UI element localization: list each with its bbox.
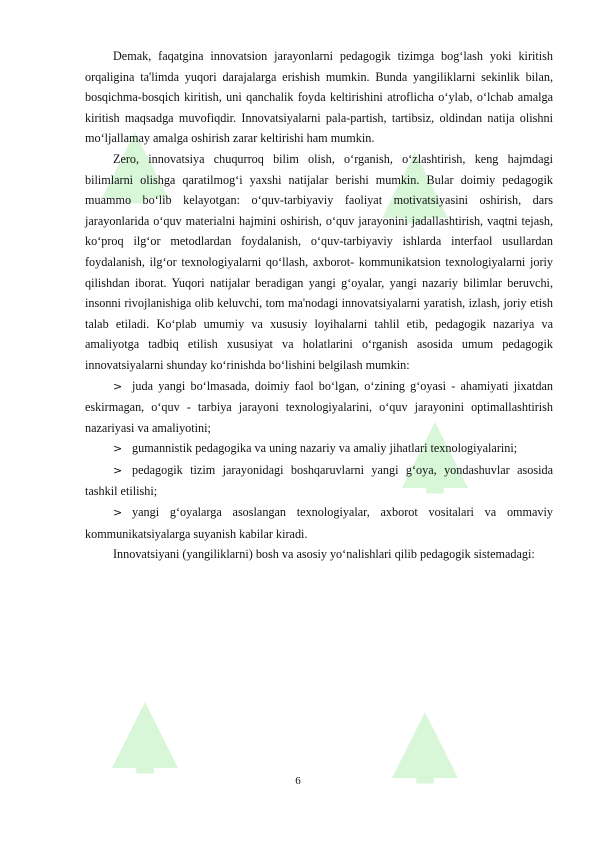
document-body <box>85 46 553 565</box>
bullet-marker: > <box>113 442 123 456</box>
paragraph: Demak, faqatgina innovatsion jarayonlarni pedagogik tizimga bog‘lash yoki kiritish orqaligina ta'limda yuqori darajalarga erishish mumkin. Bunda yangiliklarni sekinlik bilan, bosqichma-bosqich kiritish, uni qanchalik foyda keltirishini atroflicha o‘ylab, o‘lchab amalga kiritish maqsadga muvofiqdir. Innovatsiyalarni pala-partish, tartibsiz, oldindan natija olishni mo‘ljallamay amalga oshirish zarar keltirishi ham mumkin. <box>85 49 553 146</box>
bullet-text: gumannistik pedagogika va uning nazariy va amaliy jihatlari texnologiyalarini; <box>132 441 518 456</box>
watermark-logo-icon <box>90 680 200 790</box>
bullet-marker: > <box>113 379 123 393</box>
bullet-marker: > <box>113 463 123 477</box>
bullet-text: juda yangi bo‘lmasada, doimiy faol bo‘lgan, o‘zining g‘oyasi - ahamiyati jixatdan eskirmagan, o‘quv - tarbiya jarayoni texnologiyalarini, o‘quv jarayonini optimallashtirish nazariyasi va amaliyotini; <box>85 378 553 435</box>
bullet-text: yangi g‘oyalarga asoslangan texnologiyalar, axborot vositalari va ommaviy kommunikatsiyalarga suyanish kabilar kiradi. <box>85 505 553 541</box>
bullet-text: pedagogik tizim jarayonidagi boshqaruvlarni yangi g‘oya, yondashuvlar asosida tashkil etilishi; <box>85 462 553 499</box>
bullet-item <box>85 502 553 544</box>
page-number: 6 <box>295 775 301 787</box>
bullet-item <box>85 438 553 460</box>
paragraph: Innovatsiyani (yangiliklarni) bosh va asosiy yo‘nalishlari qilib pedagogik sistemadagi: <box>113 547 535 562</box>
bullet-marker: > <box>113 506 123 520</box>
bullet-item <box>85 376 553 439</box>
bullet-item <box>85 460 553 502</box>
paragraph: Zero, innovatsiya chuqurroq bilim olish, o‘rganish, o‘zlashtirish, keng hajmdagi bilimlarni olishga qaratilmog‘i yaxshi natijalar berishi mumkin. Bular doimiy pedagogik muammo bo‘lib kelayotgan: o‘quv-tarbiyaviy faoliyat motivatsiyasini oshirish, dars jarayonlarida o‘quv materialni hajmini oshirish, o‘quv jarayonini jadallashtirish, vaqtni tejash, ko‘proq ilg‘or metodlardan foydalanish, o‘quv-tarbiyaviy ishlarda interfaol usullardan foydalanish, ilg‘or texnologiyalarni qo‘llash, axborot- kommunikatsion texnologiyalarni joriy qilishdan iborat. Yuqori natijalar beradigan yangi g‘oyalar, yangi nazariy bilimlar beruvchi, insonni rivojlanishiga olib keluvchi, tom ma'nodagi innovatsiyalarni yaratish, izlash, joriy etish talab etiladi. Ko‘plab umumiy va xususiy loyihalarni tahlil etib, pedagogik nazariya va amaliyotga tadbiq etilish xususiyat va holatlarini o‘rganish asosida umum pedagogik innovatsiyalarni shunday ko‘rinishda bo‘lishini belgilash mumkin: <box>85 151 553 372</box>
